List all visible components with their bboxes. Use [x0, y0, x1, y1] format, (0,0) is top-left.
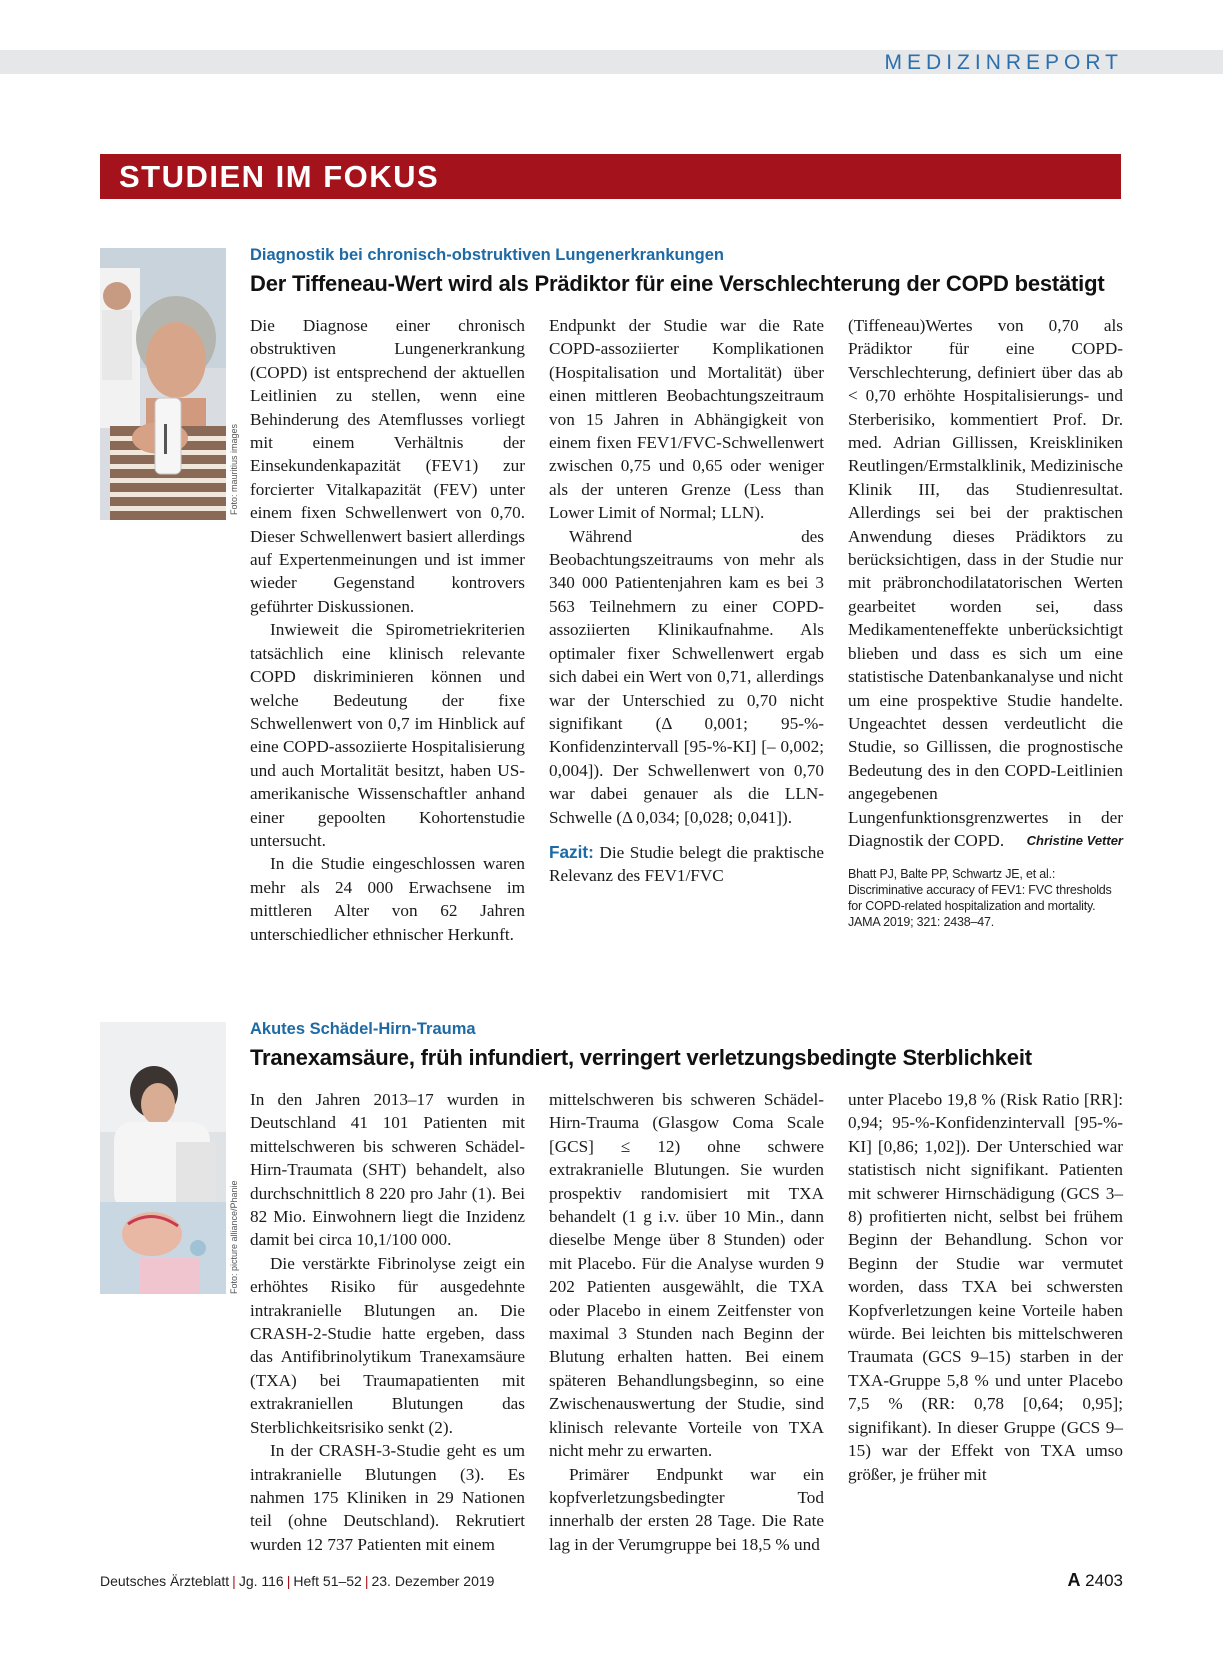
fazit-paragraph	[549, 841, 824, 888]
article1-headline: Der Tiffeneau-Wert wird als Prädiktor für eine Verschlechterung der COPD bestätigt	[250, 271, 1105, 296]
article1-kicker: Diagnostik bei chronisch-obstruktiven Lungenerkrankungen	[250, 246, 724, 264]
paragraph	[549, 1463, 824, 1557]
paragraph	[250, 1439, 525, 1556]
article2-column-3	[848, 1088, 1123, 1486]
paragraph: In den Jahren 2013–17 wurden in Deutschland 41 101 Patienten mit mittelschweren bis schweren Schädel-Hirn-Traumata (SHT) behandelt, also durchschnittlich 8 220 pro Jahr (1). Bei 82 Mio. Einwohnern liegt die Inzidenz damit bei circa 10,1/100 000.	[250, 1090, 525, 1250]
article1-column-3	[848, 314, 1123, 930]
journal-date: 23. Dezember 2019	[371, 1573, 495, 1589]
banner-title: STUDIEN IM FOKUS	[119, 159, 440, 194]
article2-headline: Tranexamsäure, früh infundiert, verringert verletzungsbedingte Sterblichkeit	[250, 1045, 1032, 1070]
paragraph: Die Diagnose einer chronisch obstruktiven Lungenerkrankung (COPD) ist entsprechend der aktuellen Leitlinien zu stellen, wenn eine Behinderung des Atemflusses vorliegt mit einem Verhältnis der Einsekundenkapazität (FEV1) zur forcierter Vitalkapazität (FEV) unter einem fixen Schwellenwert von 0,70. Dieser Schwellenwert basiert allerdings auf Expertenmeinungen und ist immer wieder Gegenstand kontrovers geführter Diskussionen.	[250, 316, 525, 616]
journal-issue: Heft 51–52	[293, 1573, 362, 1589]
fazit-label: Fazit:	[549, 841, 594, 862]
section-banner	[100, 154, 1121, 199]
article2-kicker: Akutes Schädel-Hirn-Trauma	[250, 1020, 476, 1038]
divider: |	[286, 1573, 291, 1589]
article2-photo	[100, 1022, 226, 1294]
article2-column-1	[250, 1088, 525, 1556]
page-prefix: A	[1067, 1570, 1081, 1590]
paragraph-start: In der CRASH-3-Studie geht es um intrakranielle Blutungen (3). Es nahmen 175 Kliniken in 29 Nationen teil (ohne Deutschland). Rekrutiert wurden 12 737 Patienten mit einem	[250, 1441, 525, 1554]
page-number	[1067, 1570, 1123, 1591]
paragraph-start: Primärer Endpunkt war ein kopfverletzungsbedingter Tod innerhalb der ersten 28 Tage. Die Rate lag in der Verumgruppe bei 18,5 % und	[549, 1464, 824, 1554]
paragraph	[848, 314, 1123, 852]
hospital-patient-image	[100, 1022, 226, 1294]
fazit-continuation: (Tiffeneau)Wertes von 0,70 als Prädiktor für eine COPD-Verschlechterung, definiert über das ab < 0,70 erhöhte Hospitalisierungs- und Sterberisiko, kommentiert Prof. Dr. med. Adrian Gillissen, Kreiskliniken Reutlingen/Ermstalklinik, Medizinische Klinik III, das Studienresultat. Allerdings sei bei der praktischen Anwendung dieses Prädiktors zu berücksichtigen, dass in der Studie nur mit präbronchodilatatorischen Werten gearbeitet worden sei, dass Medikamenteneffekte unberücksichtigt blieben und dass es sich um eine statistische Datenbankanalyse und nicht um eine prospektive Studie handelte. Ungeachtet dessen verdeutlicht die Studie, so Gillissen, die prognostische Bedeutung des in den COPD-Leitlinien angegebenen Lungenfunktionsgrenzwertes in der Diagnostik der COPD.	[848, 316, 1123, 850]
spirometry-patient-image	[100, 248, 226, 520]
article1-column-2	[549, 314, 824, 888]
paragraph-continued: unter Placebo 19,8 % (Risk Ratio [RR]: 0,94; 95-%-Konfidenzintervall [95-%-KI] [0,86; 1,02]). Der Unterschied war statistisch nicht signifikant. Patienten mit schwerer Hirnschädigung (GCS 3–8) profitierten nicht, selbst bei frühem Beginn der Behandlung. Schon vor Beginn der Studie war vermutet worden, dass TXA bei schwersten Kopfverletzungen keine Vorteile haben würde. Bei leichten bis mittelschweren Traumata (GCS 9–15) starben in der TXA-Gruppe 5,8 % und unter Placebo 7,5 % (RR: 0,78 [0,64; 0,95]; signifikant). In dieser Gruppe (GCS 9–15) war der Effekt von TXA umso größer, je früher mit	[848, 1090, 1123, 1484]
journal-volume: Jg. 116	[238, 1573, 284, 1589]
paragraph: Die verstärkte Fibrinolyse zeigt ein erhöhtes Risiko für ausgedehnte intrakranielle Blutungen an. Die CRASH-2-Studie hatte ergeben, dass das Antifibrinolytikum Tranexamsäure (TXA) bei Traumapatienten mit extrakraniellen Blutungen das Sterblichkeitsrisiko senkt (2).	[250, 1253, 525, 1437]
section-label: MEDIZINREPORT	[884, 51, 1123, 74]
paragraph: Inwieweit die Spirometriekriterien tatsächlich eine klinisch relevante COPD diskriminieren können und welche Bedeutung der fixe Schwellenwert von 0,7 im Hinblick auf eine COPD-assoziierte Hospitalisierung und auch Mortalität besitzt, haben US-amerikanische Wissenschaftler anhand einer gepoolten Kohortenstudie untersucht.	[250, 620, 525, 850]
article2-photo-credit: Foto: picture alliance/Phanie	[229, 1180, 239, 1294]
page-number-value: 2403	[1085, 1571, 1123, 1590]
paragraph-continued: mittelschweren bis schweren Schädel-Hirn-Trauma (Glasgow Coma Scale [GCS] ≤ 12) ohne schwere extrakranielle Blutungen. Sie wurden prospektiv randomisiert mit TXA behandelt (1 g i.v. über 10 Min., dann dieselbe Menge über 8 Stunden) oder mit Placebo. Für die Analyse wurden 9 202 Patienten ausgewählt, die TXA oder Placebo in einem Zeitfenster von maximal 3 Stunden nach Beginn der Blutung erhalten hatten. Bei einem späteren Behandlungsbeginn, so eine Zwischenauswertung der Studie, sind klinisch relevante Vorteile von TXA nicht mehr zu erwarten.	[549, 1090, 824, 1461]
article2-column-2	[549, 1088, 824, 1556]
author-name: Christine Vetter	[1026, 832, 1123, 848]
article1-column-1	[250, 314, 525, 946]
page-footer	[100, 1573, 494, 1589]
journal-name: Deutsches Ärzteblatt	[100, 1573, 230, 1589]
article1-photo-credit: Foto: mauritius images	[229, 423, 239, 515]
paragraph: Endpunkt der Studie war die Rate COPD-assoziierter Komplikationen (Hospitalisation und Mortalität) über einen mittleren Beobachtungszeitraum von 15 Jahren in Abhängigkeit von einem fixen FEV1/FVC-Schwellenwert zwischen 0,75 und 0,65 oder weniger als der unteren Grenze (Less than Lower Limit of Normal; LLN).	[549, 316, 824, 523]
divider: |	[364, 1573, 369, 1589]
paragraph: Während des Beobachtungszeitraums von mehr als 340 000 Patientenjahren kam es bei 3 563 Teilnehmern zu einer COPD-assoziierten Klinikaufnahme. Als optimaler fixer Schwellenwert ergab sich dabei ein Wert von 0,71, allerdings war der Unterschied zu 0,70 nicht signifikant (Δ 0,001; 95-%-Konfidenzintervall [95-%-KI] [– 0,002; 0,004]). Der Schwellenwert von 0,70 war dabei genauer als die LLN-Schwelle (Δ 0,034; [0,028; 0,041]).	[549, 526, 824, 827]
paragraph: In die Studie eingeschlossen waren mehr als 24 000 Erwachsene im mittleren Alter von 62 Jahren unterschiedlicher ethnischer Herkunft.	[250, 854, 525, 944]
fazit-text: Die Studie belegt die praktische Relevanz des FEV1/FVC	[549, 842, 824, 886]
divider: |	[232, 1573, 236, 1589]
article1-photo	[100, 248, 226, 520]
reference: Bhatt PJ, Balte PP, Schwartz JE, et al.: Discriminative accuracy of FEV1: FVC thresholds for COPD-related hospitalization and mortality. JAMA 2019; 321: 2438–47.	[848, 867, 1112, 930]
